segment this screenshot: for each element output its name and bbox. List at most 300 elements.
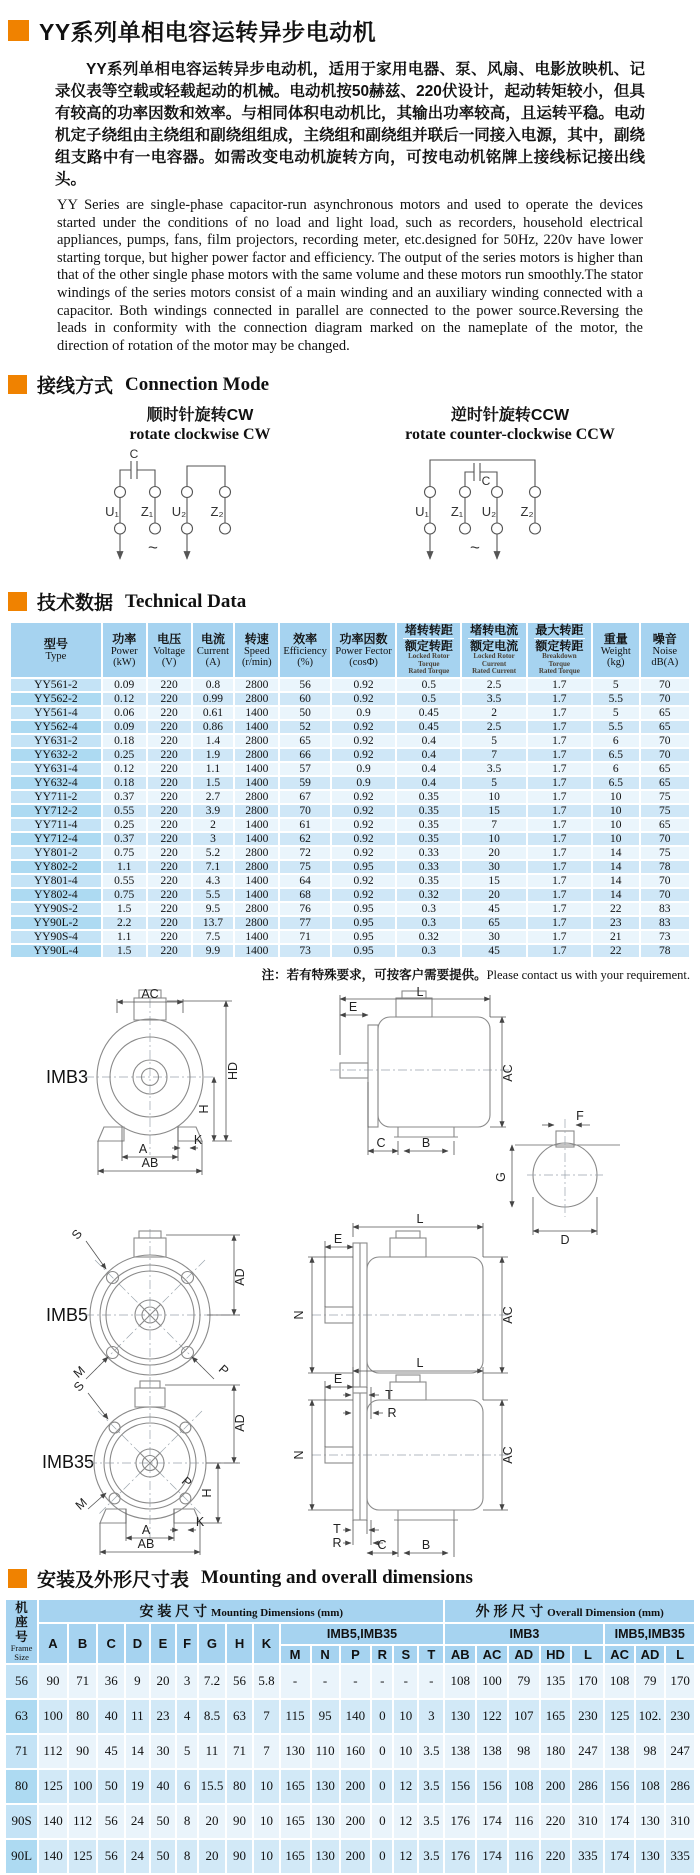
dim-label: L [416,1355,424,1370]
shaft-section-detail [494,1109,620,1247]
frame-size-cell: 71 [5,1734,38,1769]
power-factor-cell: 0.95 [331,916,396,930]
mounting-dimensions-heading [8,1565,700,1592]
noise-cell: 75 [640,790,690,804]
terminal-label: Z₁ [140,504,154,520]
voltage-cell: 220 [147,720,192,734]
dim-cell-B: 90 [68,1734,98,1769]
frame-size-cell: 80 [5,1769,38,1804]
dim-label: HD [226,1061,240,1080]
breakdown-torque-cell: 1.7 [527,678,592,692]
motor-type-cell: YY712-4 [10,832,102,846]
current-cell: 1.4 [192,734,235,748]
dim-cell-F: 3 [176,1664,198,1699]
orange-square-icon [8,1569,27,1588]
dim-cell-AC: 122 [476,1699,508,1734]
mounting-heading-cn: 安装及外形尺寸表 [37,1569,190,1591]
power-cell: 0.12 [102,762,147,776]
locked-rotor-torque-cell: 0.33 [396,846,461,860]
dim-cell-AD-flange: 98 [635,1734,665,1769]
dim-cell-A: 112 [38,1734,68,1769]
power-cell: 1.1 [102,930,147,944]
locked-rotor-torque-cell: 0.5 [396,692,461,706]
dim-cell-G: 20 [198,1804,226,1839]
efficiency-cell: 59 [279,776,331,790]
dim-cell-F: 4 [176,1699,198,1734]
voltage-cell: 220 [147,734,192,748]
dim-cell-M: 165 [280,1839,311,1874]
col-header-P: P [340,1645,372,1664]
dimension-drawings-svg [0,985,700,1560]
terminal-circle [150,487,161,498]
dim-cell-AB: 156 [444,1769,476,1804]
connection-heading-en: Connection Mode [125,373,270,395]
mounting-table-row [5,1769,695,1804]
page-title-text: YY系列单相电容运转异步电动机 [39,19,377,45]
capacitor-plates-icon [474,463,480,481]
terminal-label: U₂ [481,504,497,520]
col-header-power: 功率 Power (kW) [102,622,147,678]
efficiency-cell: 76 [279,902,331,916]
dim-cell-P: 140 [340,1699,372,1734]
col-header-B: B [68,1623,98,1664]
dim-cell-E: 30 [150,1734,176,1769]
efficiency-cell: 52 [279,720,331,734]
dim-label: AC [141,986,159,1001]
dim-label: F [576,1108,584,1123]
intro-paragraph-cn: YY系列单相电容运转异步电动机，适用于家用电器、泵、风扇、电影放映机、记录仪表等空载或轻载起动的机械。电动机按50赫兹、220伏设计，起动转矩较小，但具有较高的功率因数和效率。与相同体积电动机比，其输出功率较高，且运转平稳。电动机定子绕组由主绕组和副绕组组成，主绕组和副绕组并联后一同接入电源，其中，副绕组支路中有一电容器。如需改变电动机旋转方向，可按电动机铭牌上接线标记接出线头。 [55,61,645,188]
mounting-table-row [5,1699,695,1734]
weight-cell: 6 [592,734,640,748]
dim-cell-C: 36 [97,1664,125,1699]
locked-rotor-current-cell: 7 [461,818,526,832]
dim-cell-L-flange: 170 [665,1664,695,1699]
frame-size-cell: 90S [5,1804,38,1839]
dim-cell-H: 80 [226,1769,254,1804]
breakdown-torque-cell: 1.7 [527,748,592,762]
tech-table-row [10,720,690,734]
dim-label: M [70,1363,88,1381]
locked-rotor-current-cell: 3.5 [461,692,526,706]
power-factor-cell: 0.92 [331,734,396,748]
speed-cell: 2800 [234,678,279,692]
dim-cell-T: 3 [418,1699,444,1734]
intro-paragraph-en: YY Series are single-phase capacitor-run asynchronous motors and used to operate the devices started under the conditions of no load and light load, such as recorders, household electrical appliances, pumps, fans, film projectors, recording meter, etc.designed for 50Hz, 220v have lower starting torque, but higher power factor and efficiency. The output of the series motors is higher than that of the other single phase motors with the same volume and these motors run smoothly.The stator windings of the series motors consist of a main winding and an auxiliary winding connected with a capacitor. Both windings connected in parallel are connected to the power source.Reversing the leads in conformity with the connection diagram marked on the nameplate of the motor, the direction of rotation of the motor may be changed. [57,197,643,354]
noise-cell: 75 [640,804,690,818]
col-header-H: H [226,1623,254,1664]
dim-cell-AC-flange: 174 [604,1839,634,1874]
noise-cell: 65 [640,818,690,832]
terminal-circle [460,487,471,498]
dim-label: S [70,1378,87,1394]
dim-cell-S: 12 [393,1839,418,1874]
motor-type-cell: YY631-2 [10,734,102,748]
weight-cell: 6.5 [592,776,640,790]
dim-cell-F: 6 [176,1769,198,1804]
voltage-cell: 220 [147,832,192,846]
noise-cell: 65 [640,762,690,776]
terminal-circle [460,523,471,534]
power-factor-cell: 0.95 [331,944,396,958]
weight-cell: 23 [592,916,640,930]
dim-label: AC [501,1446,515,1464]
dim-cell-AD-flange: 108 [635,1769,665,1804]
motor-type-cell: YY801-2 [10,846,102,860]
efficiency-cell: 65 [279,734,331,748]
dim-label: A [138,1141,148,1156]
terminal-circle [425,487,436,498]
dim-label: C [376,1135,386,1150]
dim-cell-E: 23 [150,1699,176,1734]
dim-cell-L: 170 [571,1664,604,1699]
dim-cell-AC-flange: 174 [604,1804,634,1839]
terminal-circle [115,523,126,534]
tech-table-row [10,930,690,944]
dim-cell-D: 19 [125,1769,150,1804]
speed-cell: 2800 [234,692,279,706]
locked-rotor-current-cell: 15 [461,874,526,888]
dim-cell-A: 125 [38,1769,68,1804]
col-header-AB: AB [444,1645,476,1664]
locked-rotor-torque-cell: 0.35 [396,790,461,804]
locked-rotor-torque-cell: 0.35 [396,832,461,846]
locked-rotor-torque-cell: 0.4 [396,762,461,776]
dim-cell-AD: 79 [508,1664,540,1699]
col-header-locked-rotor-current: 堵转电流 额定电流 Locked Rotor Current Rated Current [461,622,526,678]
dim-cell-D: 9 [125,1664,150,1699]
tech-table-row [10,804,690,818]
breakdown-torque-cell: 1.7 [527,930,592,944]
dim-cell-G: 20 [198,1839,226,1874]
locked-rotor-current-cell: 10 [461,832,526,846]
locked-rotor-torque-cell: 0.4 [396,748,461,762]
breakdown-torque-cell: 1.7 [527,706,592,720]
dim-cell-S: 12 [393,1804,418,1839]
col-header-AC: AC [476,1645,508,1664]
power-cell: 0.09 [102,678,147,692]
efficiency-cell: 57 [279,762,331,776]
weight-cell: 5.5 [592,692,640,706]
locked-rotor-current-cell: 3.5 [461,762,526,776]
dim-label: N [292,1310,306,1320]
locked-rotor-torque-cell: 0.35 [396,818,461,832]
locked-rotor-torque-cell: 0.3 [396,902,461,916]
weight-cell: 14 [592,888,640,902]
locked-rotor-current-cell: 10 [461,790,526,804]
noise-cell: 70 [640,678,690,692]
breakdown-torque-cell: 1.7 [527,692,592,706]
voltage-cell: 220 [147,776,192,790]
dim-cell-T: 3.5 [418,1839,444,1874]
current-cell: 4.3 [192,874,235,888]
speed-cell: 2800 [234,734,279,748]
voltage-cell: 220 [147,762,192,776]
breakdown-torque-cell: 1.7 [527,804,592,818]
voltage-cell: 220 [147,748,192,762]
dim-cell-AB: 108 [444,1664,476,1699]
power-factor-cell: 0.92 [331,874,396,888]
dim-cell-AD-flange: 130 [635,1804,665,1839]
dim-cell-L: 310 [571,1804,604,1839]
tech-table-row [10,734,690,748]
weight-cell: 10 [592,790,640,804]
imb35-side-view [292,1356,515,1557]
motor-type-cell: YY90S-4 [10,930,102,944]
note-en: Please contact us with your requirement. [486,967,690,982]
dim-cell-L: 335 [571,1839,604,1874]
dim-cell-M: 165 [280,1804,311,1839]
motor-type-cell: YY631-4 [10,762,102,776]
mounting-table-row [5,1664,695,1699]
power-factor-cell: 0.92 [331,846,396,860]
breakdown-torque-cell: 1.7 [527,776,592,790]
terminal-circle [182,523,193,534]
noise-cell: 83 [640,902,690,916]
voltage-cell: 220 [147,804,192,818]
dimension-drawings [0,985,700,1565]
ac-source-symbol: ~ [148,538,158,558]
power-factor-cell: 0.92 [331,888,396,902]
current-cell: 0.8 [192,678,235,692]
dim-cell-AC-flange: 108 [604,1664,634,1699]
efficiency-cell: 66 [279,748,331,762]
power-factor-cell: 0.92 [331,790,396,804]
orange-square-icon [8,592,27,611]
dim-cell-AD: 107 [508,1699,540,1734]
cw-title-cn: 顺时针旋转CW [146,407,254,425]
breakdown-torque-cell: 1.7 [527,832,592,846]
terminal-label: U₁ [105,504,119,520]
frame-size-cell: 90L [5,1839,38,1874]
power-cell: 0.18 [102,734,147,748]
dim-cell-L-flange: 286 [665,1769,695,1804]
speed-cell: 1400 [234,720,279,734]
weight-cell: 10 [592,832,640,846]
noise-cell: 83 [640,916,690,930]
locked-rotor-torque-cell: 0.3 [396,916,461,930]
dim-cell-N: 130 [311,1804,340,1839]
dim-label: AD [233,1414,247,1432]
orange-square-icon [8,20,29,41]
dim-cell-AB: 176 [444,1839,476,1874]
power-factor-cell: 0.9 [331,706,396,720]
power-factor-cell: 0.92 [331,692,396,706]
locked-rotor-torque-cell: 0.4 [396,734,461,748]
locked-rotor-current-cell: 20 [461,888,526,902]
terminal-label: Z₂ [520,504,534,520]
col-header-breakdown-torque: 最大转距 额定转距 Breakdown Torque Rated Torque [527,622,592,678]
dim-cell-C: 40 [97,1699,125,1734]
col-header-R: R [371,1645,393,1664]
subgroup-imb5-imb35-mounting: IMB5,IMB35 [280,1623,445,1645]
mounting-dimensions-table [4,1598,696,1875]
dim-cell-H: 90 [226,1804,254,1839]
terminal-circle [425,523,436,534]
voltage-cell: 220 [147,916,192,930]
dim-cell-L-flange: 230 [665,1699,695,1734]
dim-cell-A: 140 [38,1804,68,1839]
col-header-E: E [150,1623,176,1664]
mounting-heading-en: Mounting and overall dimensions [201,1567,473,1589]
dim-cell-B: 112 [68,1804,98,1839]
weight-cell: 5 [592,706,640,720]
motor-type-cell: YY632-4 [10,776,102,790]
dim-cell-T: 3.5 [418,1734,444,1769]
dim-label: N [292,1450,306,1460]
dim-cell-AC: 174 [476,1804,508,1839]
dim-cell-D: 24 [125,1839,150,1874]
breakdown-torque-cell: 1.7 [527,734,592,748]
noise-cell: 78 [640,944,690,958]
efficiency-cell: 61 [279,818,331,832]
current-cell: 5.2 [192,846,235,860]
col-header-D: D [125,1623,150,1664]
terminal-circle [530,487,541,498]
imb5-front-view [69,1227,247,1385]
weight-cell: 14 [592,860,640,874]
col-header-AD: AD [508,1645,540,1664]
technical-data-heading [8,588,700,615]
efficiency-cell: 71 [279,930,331,944]
speed-cell: 1400 [234,888,279,902]
dim-cell-K: 7 [253,1734,279,1769]
voltage-cell: 220 [147,944,192,958]
speed-cell: 1400 [234,762,279,776]
dim-label: P [178,1473,195,1490]
voltage-cell: 220 [147,790,192,804]
motor-type-cell: YY632-2 [10,748,102,762]
table-note [0,965,690,983]
breakdown-torque-cell: 1.7 [527,762,592,776]
dim-cell-HD: 135 [540,1664,572,1699]
power-cell: 0.25 [102,748,147,762]
dim-cell-C: 56 [97,1839,125,1874]
dim-cell-E: 50 [150,1839,176,1874]
efficiency-cell: 56 [279,678,331,692]
power-factor-cell: 0.95 [331,902,396,916]
power-cell: 1.5 [102,944,147,958]
noise-cell: 75 [640,846,690,860]
capacitor-plates-icon [131,461,137,479]
weight-cell: 21 [592,930,640,944]
dim-label: G [494,1171,508,1182]
power-cell: 0.18 [102,776,147,790]
dim-cell-L-flange: 310 [665,1804,695,1839]
group-header-mounting: 安 装 尺 寸 Mounting Dimensions (mm) [38,1599,444,1623]
weight-cell: 5 [592,678,640,692]
voltage-cell: 220 [147,860,192,874]
power-cell: 0.75 [102,846,147,860]
dim-label: K [193,1132,203,1147]
current-cell: 1.1 [192,762,235,776]
tech-table-row [10,916,690,930]
motor-type-cell: YY712-2 [10,804,102,818]
speed-cell: 1400 [234,706,279,720]
ccw-title-cn: 逆时针旋转CCW [450,407,570,425]
col-header-locked-rotor-torque: 堵转转距 额定转距 Locked Rotor Torque Rated Torque [396,622,461,678]
dim-cell-HD: 180 [540,1734,572,1769]
col-header-HD: HD [540,1645,572,1664]
motor-type-cell: YY562-2 [10,692,102,706]
col-header-efficiency: 效率 Efficiency (%) [279,622,331,678]
dim-cell-D: 14 [125,1734,150,1769]
connection-heading-cn: 接线方式 [37,376,114,398]
dim-cell-HD: 200 [540,1769,572,1804]
voltage-cell: 220 [147,874,192,888]
dim-cell-T: - [418,1664,444,1699]
dim-cell-AD: 116 [508,1839,540,1874]
breakdown-torque-cell: 1.7 [527,874,592,888]
current-cell: 1.9 [192,748,235,762]
power-cell: 1.5 [102,902,147,916]
efficiency-cell: 60 [279,692,331,706]
dim-cell-C: 56 [97,1804,125,1839]
speed-cell: 1400 [234,776,279,790]
current-cell: 0.61 [192,706,235,720]
imb35-label: IMB35 [42,1451,95,1472]
terminal-circle [530,523,541,534]
voltage-cell: 220 [147,692,192,706]
dim-cell-M: 130 [280,1734,311,1769]
current-cell: 7.1 [192,860,235,874]
motor-type-cell: YY801-4 [10,874,102,888]
voltage-cell: 220 [147,846,192,860]
power-cell: 2.2 [102,916,147,930]
terminal-circle [182,487,193,498]
dim-cell-K: 7 [253,1699,279,1734]
power-factor-cell: 0.92 [331,804,396,818]
motor-type-cell: YY711-2 [10,790,102,804]
noise-cell: 73 [640,930,690,944]
voltage-cell: 220 [147,902,192,916]
cw-connection-diagram [50,406,350,578]
tech-heading-cn: 技术数据 [37,593,114,615]
cw-circuit-svg [85,446,315,578]
power-cell: 0.12 [102,692,147,706]
dim-label: P [215,1361,232,1378]
group-header-overall: 外 形 尺 寸 Overall Dimension (mm) [444,1599,695,1623]
dim-cell-M: 165 [280,1769,311,1804]
dim-cell-R: - [371,1664,393,1699]
breakdown-torque-cell: 1.7 [527,720,592,734]
dim-cell-S: 10 [393,1734,418,1769]
weight-cell: 6 [592,762,640,776]
locked-rotor-torque-cell: 0.4 [396,776,461,790]
technical-data-table [9,621,691,959]
terminal-circle [492,487,503,498]
col-header-noise: 噪音 Noise dB(A) [640,622,690,678]
tech-table-row [10,818,690,832]
tech-table-row [10,748,690,762]
dim-cell-HD: 220 [540,1839,572,1874]
dim-cell-K: 10 [253,1839,279,1874]
locked-rotor-torque-cell: 0.35 [396,804,461,818]
breakdown-torque-cell: 1.7 [527,790,592,804]
power-factor-cell: 0.95 [331,860,396,874]
locked-rotor-torque-cell: 0.33 [396,860,461,874]
current-cell: 0.86 [192,720,235,734]
dim-cell-AC-flange: 125 [604,1699,634,1734]
speed-cell: 2800 [234,902,279,916]
dim-cell-D: 11 [125,1699,150,1734]
capacitor-label: C [129,447,139,462]
imb3-front-view [85,987,240,1175]
dim-cell-K: 10 [253,1769,279,1804]
speed-cell: 2800 [234,860,279,874]
col-header-power-factor: 功率因数 Power Fector (cosΦ) [331,622,396,678]
breakdown-torque-cell: 1.7 [527,944,592,958]
speed-cell: 1400 [234,874,279,888]
